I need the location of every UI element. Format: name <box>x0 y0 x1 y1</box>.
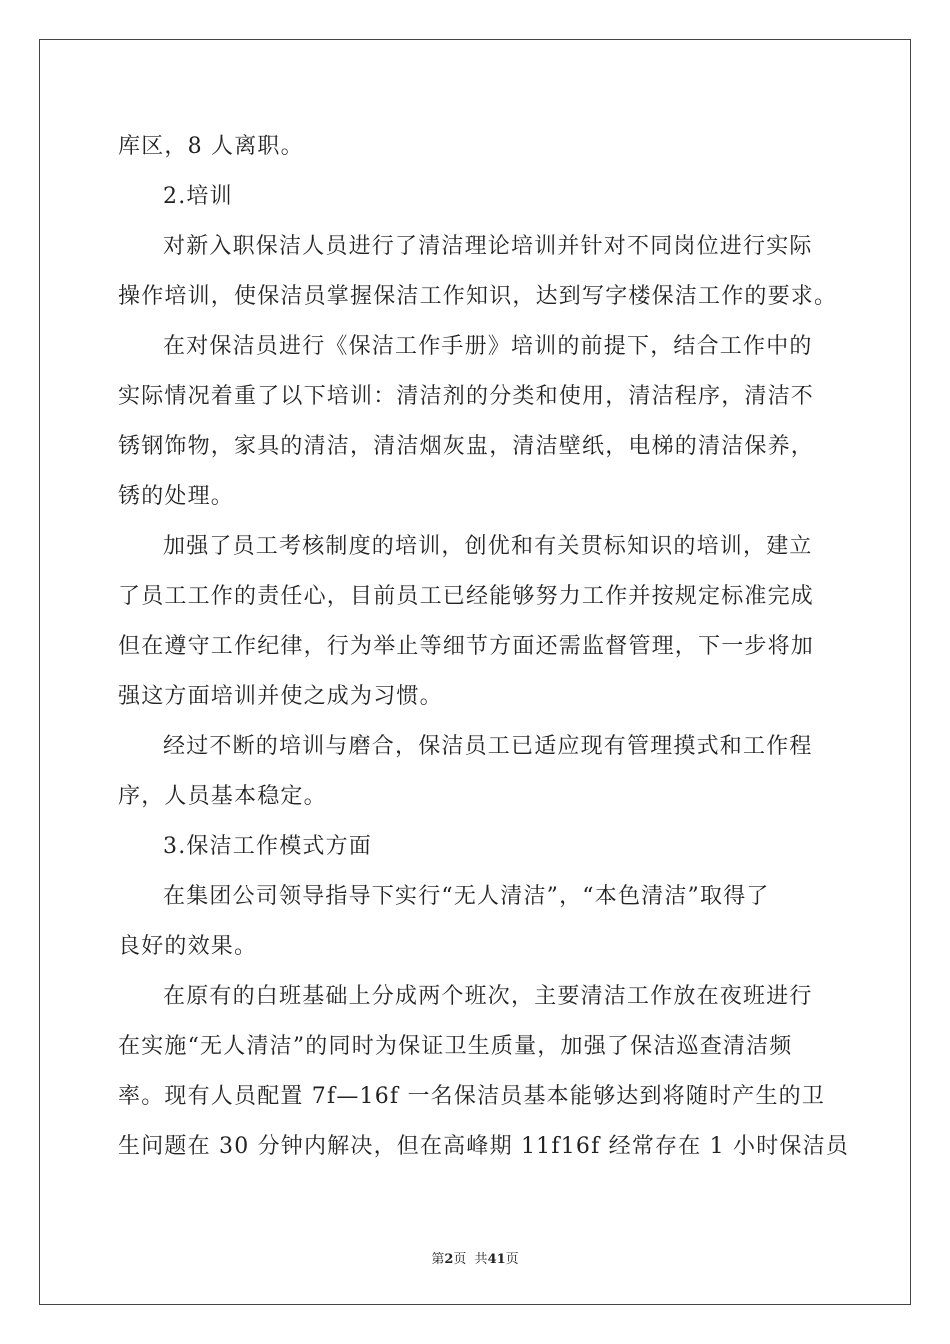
total-pages-label: 共41页 <box>474 1252 519 1267</box>
page-footer <box>0 1248 950 1267</box>
text-line-19: 在实施“无人清洁”的同时为保证卫生质量，加强了保洁巡查清洁频 <box>118 1034 793 1059</box>
page-number-label: 第2页 <box>431 1252 467 1267</box>
text-line-9: 加强了员工考核制度的培训，创优和有关贯标知识的培训，建立 <box>163 534 813 559</box>
text-line-21: 生问题在 30 分钟内解决，但在高峰期 11f16f 经常存在 1 小时保洁员 <box>118 1134 850 1159</box>
text-line-3: 对新入职保洁人员进行了清洁理论培训并针对不同岗位进行实际 <box>163 234 813 259</box>
document-body <box>118 122 850 1172</box>
text-line-17: 良好的效果。 <box>118 934 258 959</box>
text-line-8: 锈的处理。 <box>118 484 235 509</box>
text-line-2: 2.培训 <box>163 184 233 209</box>
text-line-4: 操作培训，使保洁员掌握保洁工作知识，达到写字楼保洁工作的要求。 <box>118 284 838 309</box>
text-line-18: 在原有的白班基础上分成两个班次，主要清洁工作放在夜班进行 <box>163 984 813 1009</box>
text-line-7: 锈钢饰物，家具的清洁，清洁烟灰盅，清洁壁纸，电梯的清洁保养， <box>118 434 815 459</box>
text-line-12: 强这方面培训并使之成为习惯。 <box>118 684 443 709</box>
text-line-6: 实际情况着重了以下培训：清洁剂的分类和使用，清洁程序，清洁不 <box>118 384 815 409</box>
text-line-5: 在对保洁员进行《保洁工作手册》培训的前提下，结合工作中的 <box>163 334 813 359</box>
text-line-10: 了员工工作的责任心，目前员工已经能够努力工作并按规定标准完成 <box>118 584 815 609</box>
text-line-11: 但在遵守工作纪律，行为举止等细节方面还需监督管理，下一步将加 <box>118 634 815 659</box>
text-line-13: 经过不断的培训与磨合，保洁员工已适应现有管理摸式和工作程 <box>163 734 813 759</box>
text-line-15: 3.保洁工作模式方面 <box>163 834 372 859</box>
text-line-14: 序，人员基本稳定。 <box>118 784 327 809</box>
text-line-1: 库区，8 人离职。 <box>118 134 304 159</box>
text-line-16: 在集团公司领导指导下实行“无人清洁”，“本色清洁”取得了 <box>163 884 770 909</box>
text-line-20: 率。现有人员配置 7f—16f 一名保洁员基本能够达到将随时产生的卫 <box>118 1084 826 1109</box>
